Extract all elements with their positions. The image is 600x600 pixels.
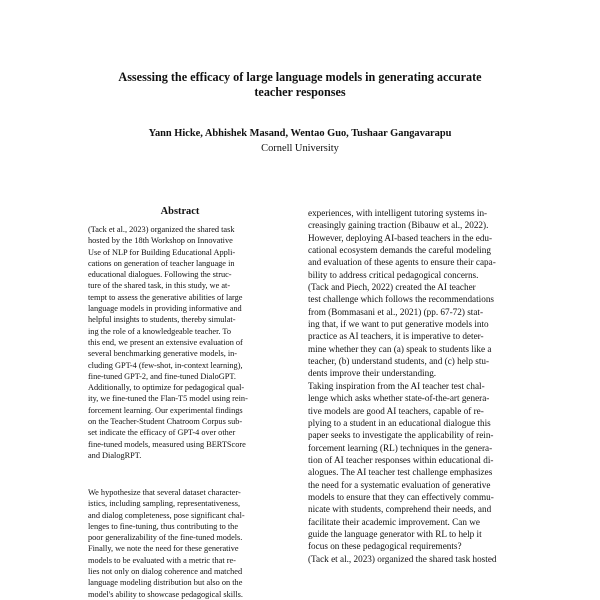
text-line: test challenge which follows the recommendations — [308, 294, 494, 305]
text-line: plying to a student in an educational dialogue this — [308, 417, 491, 428]
text-line: tempt to assess the generative abilities of large — [88, 292, 243, 302]
author-list: Yann Hicke, Abhishek Masand, Wentao Guo, Tushaar Gangavarapu — [148, 128, 452, 139]
title-line: teacher responses — [254, 85, 346, 99]
text-line: nicate with students, comprehend their needs, and — [308, 504, 492, 515]
body-column-right — [308, 207, 536, 565]
text-line: Taking inspiration from the AI teacher test chal- — [308, 380, 485, 391]
abstract-paragraph-2 — [88, 487, 288, 600]
text-line: and DialogRPT. — [88, 450, 142, 460]
text-line: tive models are good AI teachers, capable of re- — [308, 405, 484, 416]
text-line: dents improve their understanding. — [308, 368, 437, 379]
text-line: and evaluation of these agents to ensure their capa- — [308, 257, 496, 268]
text-line: lies not only on dialog coherence and matched — [88, 567, 243, 577]
text-line: tion of AI teacher responses within educational di- — [308, 454, 494, 465]
text-line: models to ensure that they can effectively commu- — [308, 491, 494, 502]
affiliation: Cornell University — [261, 143, 339, 154]
abstract-heading: Abstract — [160, 206, 200, 217]
text-line: forcement learning. Our experimental findings — [88, 405, 243, 415]
text-line: However, deploying AI-based teachers in the edu- — [308, 232, 493, 243]
text-line: set indicate the efficacy of GPT-4 over other — [88, 428, 236, 438]
abstract-paragraph-1 — [88, 224, 288, 461]
paper-title — [60, 70, 540, 100]
text-line: fine-tuned GPT-2, and fine-tuned DialoGPT. — [88, 371, 236, 381]
body-paragraph-1 — [308, 207, 536, 281]
text-line: language modeling distribution but also on the — [88, 578, 243, 588]
text-line: fine-tuned models, measured using BERTScore — [88, 439, 246, 449]
text-line: cational ecosystem demands the careful modeling — [308, 245, 491, 256]
text-line: this end, we present an extensive evaluation of — [88, 337, 243, 347]
text-line: focus on these pedagogical requirements? — [308, 541, 462, 552]
text-line: mine whether they can (a) speak to students like a — [308, 343, 492, 354]
text-line: ity, we fine-tuned the Flan-T5 model using rein- — [88, 394, 248, 404]
text-line: cluding GPT-4 (few-shot, in-context learning), — [88, 360, 243, 370]
text-line: alogues. The AI teacher test challenge emphasizes — [308, 467, 493, 478]
text-line: facilitate their academic improvement. Can we — [308, 516, 480, 527]
text-line: (Tack et al., 2023) organized the shared task — [88, 225, 235, 234]
text-line: teacher, (b) understand students, and (c) help stu- — [308, 356, 490, 367]
text-line: experiences, with intelligent tutoring systems in- — [308, 208, 488, 218]
text-line: cations on generation of teacher language in — [88, 258, 235, 268]
text-line: ture of the shared task, in this study, we at- — [88, 281, 231, 291]
text-line: lenges to fine-tuning, thus contributing to the — [88, 521, 239, 531]
body-paragraph-2 — [308, 281, 536, 380]
text-line: (Tack et al., 2023) organized the shared task hosted — [308, 553, 497, 564]
body-paragraph-3 — [308, 380, 536, 553]
text-line: bility to address critical pedagogical concerns. — [308, 269, 479, 280]
text-line: and dialog completeness, pose significant chal- — [88, 510, 245, 520]
text-line: guide the language generator with RL to help it — [308, 528, 482, 539]
text-line: We hypothesize that several dataset character- — [88, 488, 241, 497]
text-line: educational dialogues. Following the struc- — [88, 270, 232, 280]
text-line: ing the role of a knowledgeable teacher. To — [88, 326, 232, 336]
text-line: ing that, if we want to put generative models into — [308, 319, 489, 330]
text-line: helpful insights to students, thereby simulat- — [88, 315, 236, 325]
text-line: Use of NLP for Building Educational Appli- — [88, 247, 236, 257]
title-line: Assessing the efficacy of large language models in generating accurate — [118, 70, 482, 84]
text-line: from (Bommasani et al., 2021) (pp. 67-72) stat- — [308, 306, 484, 317]
text-line: practice as AI teachers, it is imperative to deter- — [308, 331, 484, 342]
text-line: creasingly gaining traction (Bibauw et al., 2022). — [308, 220, 489, 231]
text-line: poor generalizability of the fine-tuned models. — [88, 533, 243, 543]
text-line: models to be evaluated with a metric that re- — [88, 555, 236, 565]
text-line: istics, including sampling, representativeness, — [88, 499, 241, 509]
body-paragraph-4 — [308, 553, 536, 565]
text-line: lenge which asks whether state-of-the-art genera- — [308, 393, 490, 404]
text-line: Finally, we note the need for these generative — [88, 544, 239, 554]
text-line: paper seeks to investigate the applicability of rein- — [308, 430, 494, 441]
text-line: several benchmarking generative models, in- — [88, 349, 238, 359]
text-line: language models in providing informative and — [88, 304, 242, 314]
text-line: on the Teacher-Student Chatroom Corpus sub- — [88, 417, 243, 427]
text-line: forcement learning (RL) techniques in the genera- — [308, 442, 493, 453]
text-line: Additionally, to optimize for pedagogical qual- — [88, 383, 245, 393]
text-line: the need for a systematic evaluation of generative — [308, 479, 491, 490]
text-line: model's ability to showcase pedagogical skills. — [88, 589, 243, 599]
text-line: (Tack and Piech, 2022) created the AI teacher — [308, 282, 476, 293]
text-line: hosted by the 18th Workshop on Innovative — [88, 236, 233, 246]
